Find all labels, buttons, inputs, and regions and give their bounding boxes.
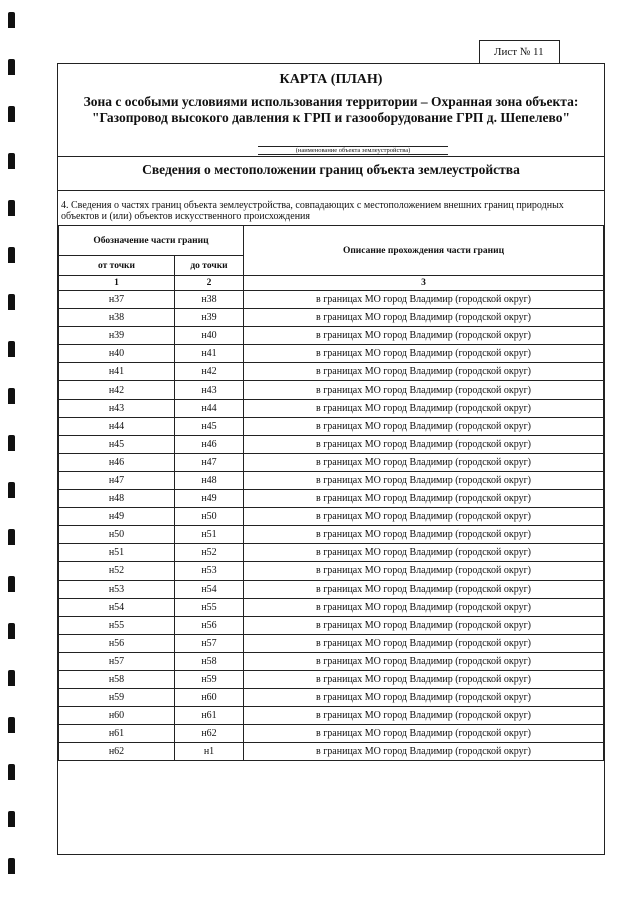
binding-ring (8, 576, 15, 592)
description: в границах МО город Владимир (городской округ) (244, 526, 604, 544)
description: в границах МО город Владимир (городской округ) (244, 544, 604, 562)
description: в границах МО город Владимир (городской округ) (244, 309, 604, 327)
from-point: н58 (59, 670, 175, 688)
to-point: н51 (175, 526, 244, 544)
to-point: н47 (175, 453, 244, 471)
from-point: н52 (59, 562, 175, 580)
document-subtitle: Зона с особыми условиями использования территории – Охранная зона объекта: "Газопровод высокого давления к ГРП и газооборудование ГРП д. Шепелево" (83, 94, 579, 125)
to-point: н39 (175, 309, 244, 327)
from-point: н50 (59, 526, 175, 544)
from-point: н53 (59, 580, 175, 598)
table-row (59, 544, 604, 562)
from-point: н42 (59, 381, 175, 399)
table-row (59, 327, 604, 345)
table-row (59, 670, 604, 688)
binding-ring (8, 247, 15, 263)
to-point: н46 (175, 435, 244, 453)
binding-ring (8, 388, 15, 404)
table-row (59, 363, 604, 381)
description: в границах МО город Владимир (городской округ) (244, 471, 604, 489)
description: в границах МО город Владимир (городской округ) (244, 435, 604, 453)
binding-ring (8, 341, 15, 357)
to-point: н57 (175, 634, 244, 652)
table-row (59, 345, 604, 363)
table-row (59, 508, 604, 526)
header-to: до точки (175, 256, 244, 276)
description: в границах МО город Владимир (городской округ) (244, 598, 604, 616)
binding-ring (8, 717, 15, 733)
table-row (59, 291, 604, 309)
table-row (59, 309, 604, 327)
from-point: н47 (59, 471, 175, 489)
from-point: н56 (59, 634, 175, 652)
to-point: н44 (175, 399, 244, 417)
binding-ring (8, 153, 15, 169)
from-point: н59 (59, 689, 175, 707)
to-point: н52 (175, 544, 244, 562)
description: в границах МО город Владимир (городской округ) (244, 743, 604, 761)
binding-ring (8, 294, 15, 310)
to-point: н1 (175, 743, 244, 761)
binding-ring (8, 529, 15, 545)
to-point: н60 (175, 689, 244, 707)
binding-ring (8, 482, 15, 498)
table-row (59, 689, 604, 707)
description: в границах МО город Владимир (городской округ) (244, 707, 604, 725)
header-from: от точки (59, 256, 175, 276)
to-point: н59 (175, 670, 244, 688)
from-point: н44 (59, 417, 175, 435)
from-point: н43 (59, 399, 175, 417)
binding-ring (8, 59, 15, 75)
description: в границах МО город Владимир (городской округ) (244, 399, 604, 417)
to-point: н43 (175, 381, 244, 399)
description: в границах МО город Владимир (городской округ) (244, 580, 604, 598)
document-frame (57, 63, 605, 855)
col-num-2: 2 (175, 276, 244, 291)
section-paragraph: 4. Сведения о частях границ объекта землеустройства, совпадающих с местоположением внешних границ природных объектов и (или) объектов искусственного происхождения (61, 200, 564, 222)
to-point: н50 (175, 508, 244, 526)
binding-ring (8, 764, 15, 780)
table-row (59, 598, 604, 616)
object-caption: (наименование объекта землеустройства) (258, 146, 448, 155)
table-row (59, 580, 604, 598)
from-point: н60 (59, 707, 175, 725)
from-point: н45 (59, 435, 175, 453)
binding-ring (8, 12, 15, 28)
from-point: н48 (59, 490, 175, 508)
description: в границах МО город Владимир (городской округ) (244, 562, 604, 580)
from-point: н61 (59, 725, 175, 743)
to-point: н56 (175, 616, 244, 634)
table-row (59, 399, 604, 417)
to-point: н48 (175, 471, 244, 489)
description: в границах МО город Владимир (городской округ) (244, 652, 604, 670)
table-row (59, 490, 604, 508)
binding-ring (8, 811, 15, 827)
binding-ring (8, 670, 15, 686)
to-point: н49 (175, 490, 244, 508)
binding-ring (8, 435, 15, 451)
to-point: н54 (175, 580, 244, 598)
table-row (59, 381, 604, 399)
section-title: Сведения о местоположении границ объекта землеустройства (142, 162, 520, 177)
to-point: н40 (175, 327, 244, 345)
to-point: н38 (175, 291, 244, 309)
header-group: Обозначение части границ (59, 226, 244, 256)
description: в границах МО город Владимир (городской округ) (244, 381, 604, 399)
from-point: н51 (59, 544, 175, 562)
binding-ring (8, 858, 15, 874)
from-point: н49 (59, 508, 175, 526)
description: в границах МО город Владимир (городской округ) (244, 634, 604, 652)
description: в границах МО город Владимир (городской округ) (244, 363, 604, 381)
description: в границах МО город Владимир (городской округ) (244, 508, 604, 526)
to-point: н42 (175, 363, 244, 381)
from-point: н62 (59, 743, 175, 761)
from-point: н37 (59, 291, 175, 309)
to-point: н62 (175, 725, 244, 743)
description: в границах МО город Владимир (городской округ) (244, 725, 604, 743)
table-row (59, 417, 604, 435)
divider (58, 156, 604, 157)
description: в границах МО город Владимир (городской округ) (244, 616, 604, 634)
col-num-1: 1 (59, 276, 175, 291)
to-point: н61 (175, 707, 244, 725)
divider (58, 190, 604, 191)
to-point: н58 (175, 652, 244, 670)
description: в границах МО город Владимир (городской округ) (244, 670, 604, 688)
from-point: н46 (59, 453, 175, 471)
col-num-3: 3 (244, 276, 604, 291)
table-row (59, 725, 604, 743)
table-row (59, 707, 604, 725)
boundary-table (58, 225, 604, 761)
from-point: н57 (59, 652, 175, 670)
table-row (59, 471, 604, 489)
table-row (59, 743, 604, 761)
from-point: н55 (59, 616, 175, 634)
sheet-number: Лист № 11 (479, 40, 560, 63)
description: в границах МО город Владимир (городской округ) (244, 453, 604, 471)
description: в границах МО город Владимир (городской округ) (244, 689, 604, 707)
document-title: КАРТА (ПЛАН) (279, 72, 383, 87)
from-point: н39 (59, 327, 175, 345)
to-point: н45 (175, 417, 244, 435)
from-point: н40 (59, 345, 175, 363)
to-point: н53 (175, 562, 244, 580)
description: в границах МО город Владимир (городской округ) (244, 417, 604, 435)
binding-ring (8, 623, 15, 639)
table-row (59, 652, 604, 670)
table-row (59, 526, 604, 544)
binding-ring (8, 200, 15, 216)
to-point: н41 (175, 345, 244, 363)
table-row (59, 634, 604, 652)
description: в границах МО город Владимир (городской округ) (244, 327, 604, 345)
description: в границах МО город Владимир (городской округ) (244, 291, 604, 309)
from-point: н38 (59, 309, 175, 327)
table-row (59, 616, 604, 634)
description: в границах МО город Владимир (городской округ) (244, 345, 604, 363)
table-row (59, 435, 604, 453)
binding-ring (8, 106, 15, 122)
from-point: н54 (59, 598, 175, 616)
header-description: Описание прохождения части границ (244, 226, 604, 276)
from-point: н41 (59, 363, 175, 381)
description: в границах МО город Владимир (городской округ) (244, 490, 604, 508)
table-row (59, 453, 604, 471)
to-point: н55 (175, 598, 244, 616)
table-row (59, 562, 604, 580)
